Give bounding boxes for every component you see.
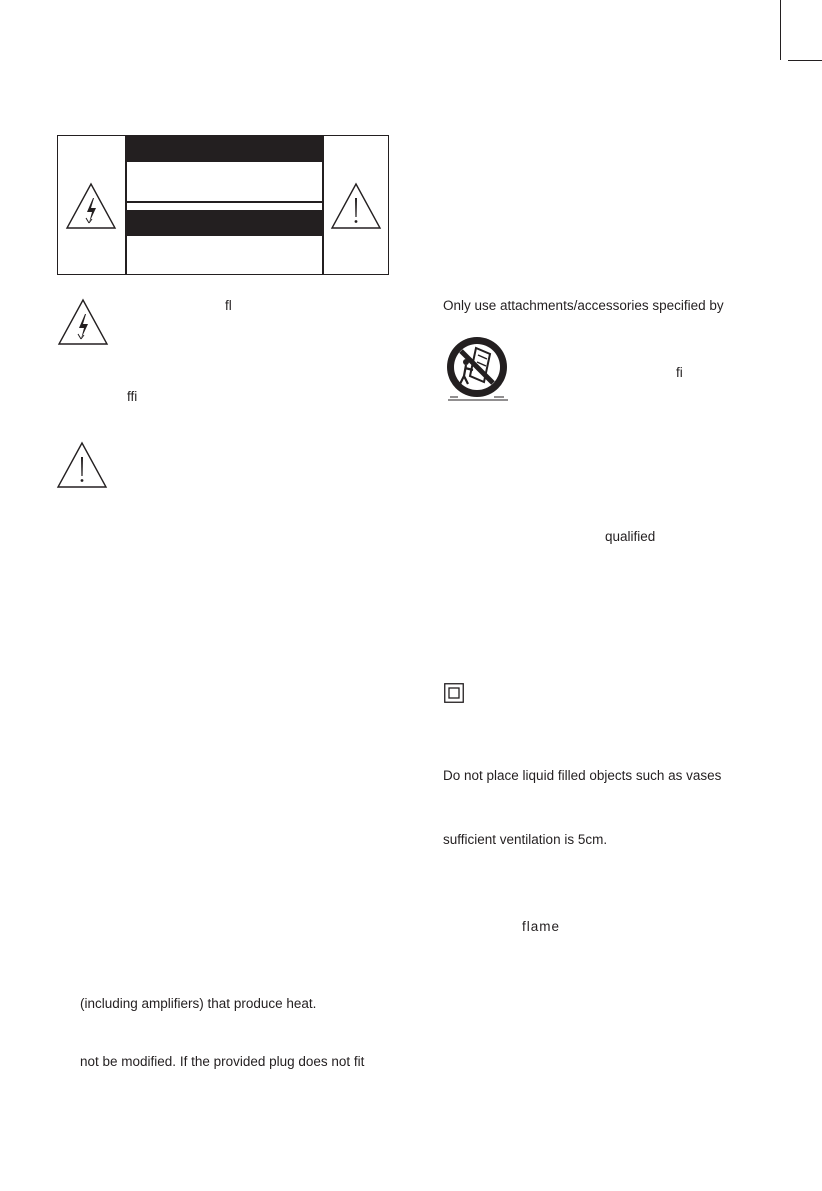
cart-text-fragment: fi [676,365,683,380]
safety-instruction-ventilation: sufficient ventilation is 5cm. [443,832,608,847]
lightning-bolt-triangle-icon [64,181,118,231]
caution-box-divider-right [322,135,324,275]
crop-mark-vertical [780,0,781,60]
safety-instruction-plug: not be modified. If the provided plug does not fit [80,1054,365,1069]
lightning-text-fragment-2: ffi [127,389,138,404]
lightning-bolt-triangle-icon [56,297,110,347]
flame-word: flame [522,919,561,934]
double-insulation-icon [444,683,464,703]
caution-heading-bar [126,136,322,162]
no-cart-tip-over-icon [444,334,510,404]
crop-mark-horizontal [788,60,822,61]
safety-instruction-liquids: Do not place liquid filled objects such as vases [443,768,722,783]
caution-box-rule [126,201,322,203]
qualified-word: qualified [605,529,656,544]
exclamation-triangle-icon [55,440,109,490]
safety-instruction-attachments: Only use attachments/accessories specified by [443,298,724,313]
lightning-text-fragment: fl [225,298,232,313]
caution-subheading-bar [126,210,322,236]
safety-instruction-heat-sources: (including amplifiers) that produce heat. [80,996,317,1011]
exclamation-triangle-icon [329,181,383,231]
